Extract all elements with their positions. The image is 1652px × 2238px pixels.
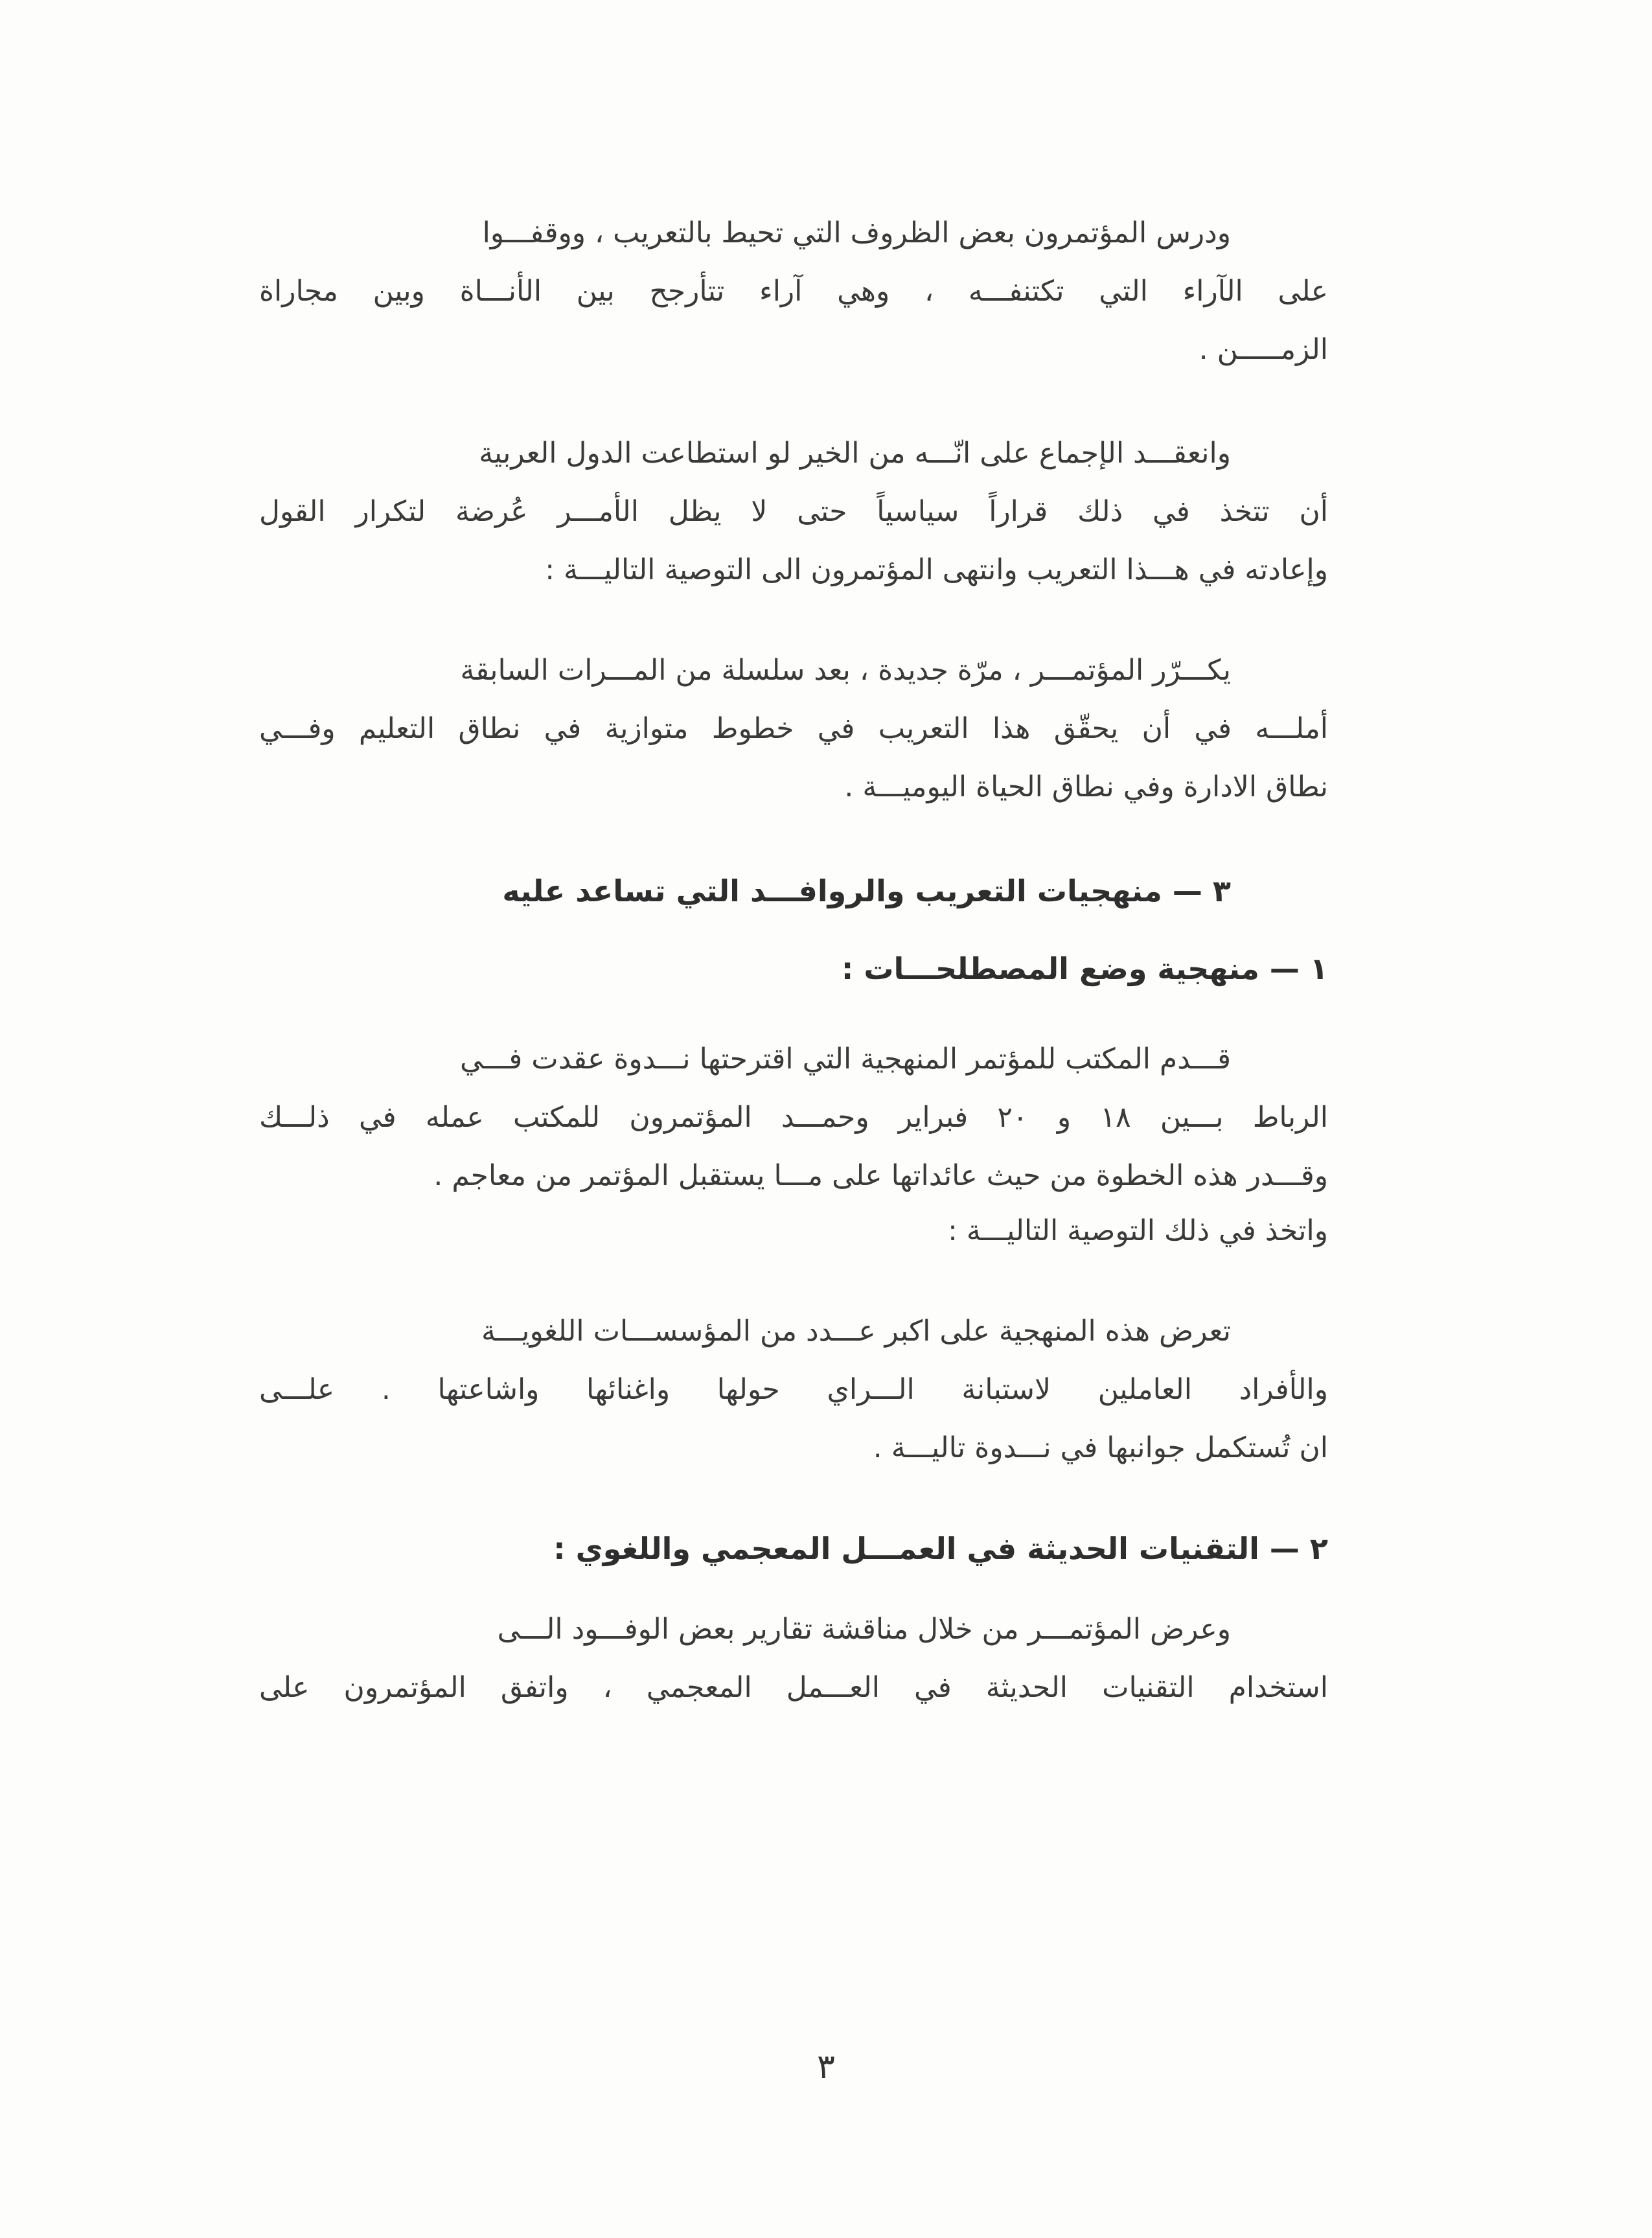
section-heading-3: ٣ — منهجيات التعريب والروافـــد التي تساعد عليه [502,873,1231,908]
paragraph-6-line-1: وعرض المؤتمـــر من خلال مناقشة تقارير بعض الوفـــود الـــى [497,1613,1231,1646]
paragraph-1-line-2: على الآراء التي تكتنفـــه ، وهي آراء تتأرجح بين الأنـــاة وبين مجاراة [259,275,1328,308]
paragraph-6-line-2: استخدام التقنيات الحديثة في العـــمل المعجمي ، واتفق المؤتمرون على [259,1671,1328,1704]
paragraph-1-line-3: الزمـــــن . [1199,333,1328,366]
paragraph-1-line-1: ودرس المؤتمرون بعض الظروف التي تحيط بالتعريب ، ووقفـــوا [482,216,1231,249]
paragraph-3-line-3: نطاق الادارة وفي نطاق الحياة اليوميـــة . [844,770,1328,803]
paragraph-5-line-3: ان تُستكمل جوانبها في نـــدوة تاليـــة . [873,1431,1328,1464]
paragraph-2-line-2: أن تتخذ في ذلك قراراً سياسياً حتى لا يظل الأمـــر عُرضة لتكرار القول [259,495,1328,528]
subsection-heading-1: ١ — منهجية وضع المصطلحـــات : [841,951,1328,986]
paragraph-5-line-2: والأفراد العاملين لاستبانة الـــراي حولها واغنائها واشاعتها . علـــى [259,1373,1328,1406]
paragraph-3-line-1: يكـــرّر المؤتمـــر ، مرّة جديدة ، بعد سلسلة من المـــرات السابقة [460,654,1231,687]
paragraph-3-line-2: أملـــه في أن يحقّق هذا التعريب في خطوط متوازية في نطاق التعليم وفـــي [259,712,1328,745]
paragraph-2-line-3: وإعادته في هـــذا التعريب وانتهى المؤتمرون الى التوصية التاليـــة : [545,553,1328,586]
paragraph-4-line-4: واتخذ في ذلك التوصية التاليـــة : [948,1214,1328,1247]
paragraph-4-line-2: الرباط بـــين ١٨ و ٢٠ فبراير وحمـــد المؤتمرون للمكتب عمله في ذلـــك [259,1101,1328,1134]
paragraph-5-line-1: تعرض هذه المنهجية على اكبر عـــدد من المؤسســـات اللغويـــة [481,1315,1231,1348]
paragraph-2-line-1: وانعقـــد الإجماع على انّـــه من الخير لو استطاعت الدول العربية [479,437,1231,470]
paragraph-4-line-3: وقـــدر هذه الخطوة من حيث عائداتها على مـــا يستقبل المؤتمر من معاجم . [433,1159,1328,1192]
subsection-heading-2: ٢ — التقنيات الحديثة في العمـــل المعجمي واللغوي : [553,1531,1328,1566]
page-number: ٣ [817,2048,835,2086]
paragraph-4-line-1: قـــدم المكتب للمؤتمر المنهجية التي اقترحتها نـــدوة عقدت فـــي [459,1043,1231,1076]
